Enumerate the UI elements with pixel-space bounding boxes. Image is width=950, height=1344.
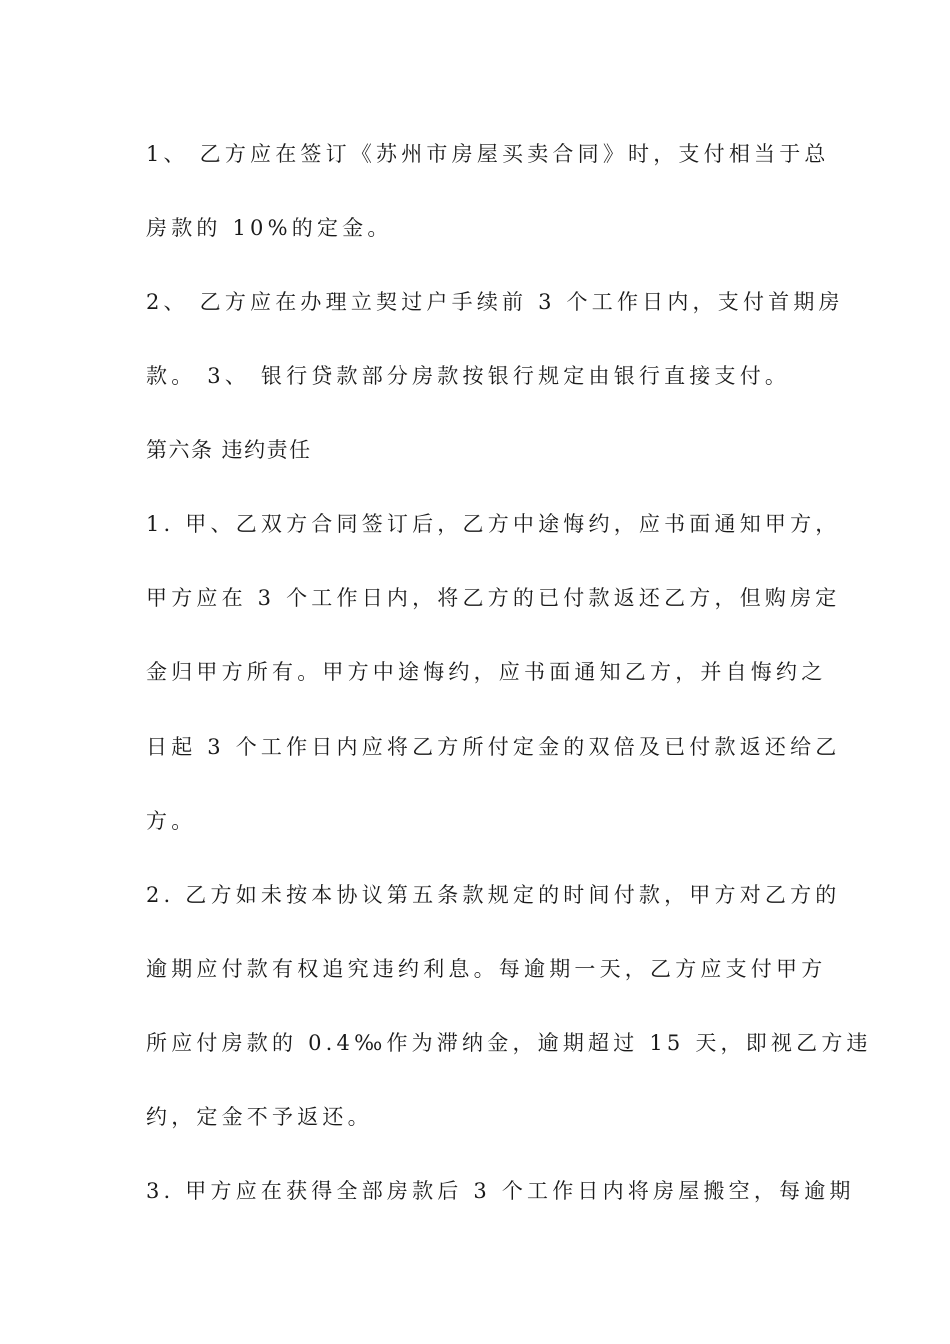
text-line: 1. 甲、乙双方合同签订后，乙方中途悔约，应书面通知甲方， xyxy=(146,512,841,536)
text-line: 2. 乙方如未按本协议第五条款规定的时间付款，甲方对乙方的 xyxy=(146,883,841,907)
section-heading: 第六条 违约责任 xyxy=(146,438,312,462)
text-line: 3. 甲方应在获得全部房款后 3 个工作日内将房屋搬空，每逾期 xyxy=(146,1179,855,1203)
text-line: 甲方应在 3 个工作日内，将乙方的已付款返还乙方，但购房定 xyxy=(146,586,841,610)
text-line: 方。 xyxy=(146,809,197,833)
text-line: 约，定金不予返还。 xyxy=(146,1105,373,1129)
text-line: 2、 乙方应在办理立契过户手续前 3 个工作日内，支付首期房 xyxy=(146,290,844,314)
text-line: 日起 3 个工作日内应将乙方所付定金的双倍及已付款返还给乙 xyxy=(146,735,841,759)
text-line: 房款的 10%的定金。 xyxy=(146,216,393,240)
text-line: 款。 3、 银行贷款部分房款按银行规定由银行直接支付。 xyxy=(146,364,791,388)
text-line: 金归甲方所有。甲方中途悔约，应书面通知乙方，并自悔约之 xyxy=(146,660,827,684)
text-line: 1、 乙方应在签订《苏州市房屋买卖合同》时，支付相当于总 xyxy=(146,142,830,166)
text-line: 所应付房款的 0.4‰作为滞纳金，逾期超过 15 天，即视乙方违 xyxy=(146,1031,872,1055)
text-line: 逾期应付款有权追究违约利息。每逾期一天，乙方应支付甲方 xyxy=(146,957,827,981)
